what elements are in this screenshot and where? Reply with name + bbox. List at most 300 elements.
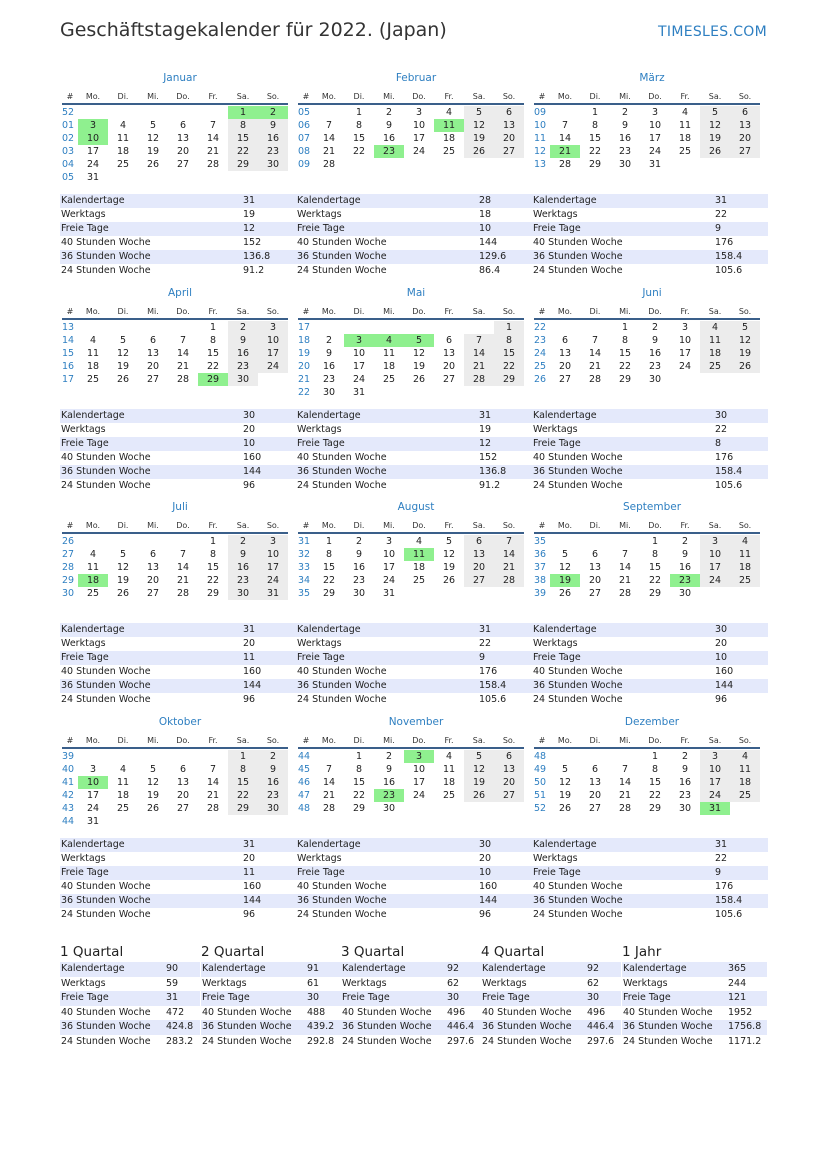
day-cell[interactable]: 13 [494, 119, 524, 132]
day-cell[interactable]: 6 [591, 764, 599, 775]
day-cell[interactable]: 30 [322, 387, 336, 398]
day-cell[interactable]: 18 [730, 776, 760, 789]
day-cell[interactable]: 27 [494, 789, 524, 802]
day-cell[interactable]: 15 [228, 776, 258, 789]
day-cell[interactable]: 8 [591, 120, 599, 131]
day-cell[interactable]: 11 [382, 348, 396, 359]
day-cell[interactable]: 20 [176, 146, 190, 157]
day-cell[interactable]: 2 [621, 107, 629, 118]
day-cell[interactable]: 13 [588, 777, 602, 788]
day-cell[interactable]: 31 [382, 588, 396, 599]
day-cell[interactable]: 9 [228, 334, 258, 347]
day-cell[interactable]: 5 [149, 120, 157, 131]
day-cell[interactable]: 6 [179, 120, 187, 131]
day-cell[interactable]: 5 [561, 549, 569, 560]
day-cell[interactable]: 14 [558, 133, 572, 144]
day-cell[interactable]: 18 [678, 133, 692, 144]
day-cell[interactable]: 9 [385, 120, 393, 131]
holiday-day-cell[interactable]: 19 [550, 574, 580, 587]
day-cell[interactable]: 29 [648, 803, 662, 814]
day-cell[interactable]: 20 [146, 361, 160, 372]
day-cell[interactable]: 2 [228, 535, 258, 548]
day-cell[interactable]: 14 [206, 777, 220, 788]
day-cell[interactable]: 6 [464, 535, 494, 548]
day-cell[interactable]: 18 [382, 361, 396, 372]
day-cell[interactable]: 15 [206, 348, 220, 359]
day-cell[interactable]: 15 [588, 133, 602, 144]
day-cell[interactable]: 9 [258, 763, 288, 776]
day-cell[interactable]: 24 [700, 574, 730, 587]
holiday-day-cell[interactable]: 21 [550, 145, 580, 158]
day-cell[interactable]: 10 [678, 335, 692, 346]
day-cell[interactable]: 25 [412, 575, 426, 586]
day-cell[interactable]: 1 [591, 107, 599, 118]
day-cell[interactable]: 2 [325, 335, 333, 346]
day-cell[interactable]: 1 [209, 536, 217, 547]
day-cell[interactable]: 12 [558, 777, 572, 788]
day-cell[interactable]: 29 [228, 802, 258, 815]
day-cell[interactable]: 25 [86, 374, 100, 385]
day-cell[interactable]: 20 [146, 575, 160, 586]
day-cell[interactable]: 20 [494, 776, 524, 789]
day-cell[interactable]: 26 [558, 803, 572, 814]
day-cell[interactable]: 18 [116, 790, 130, 801]
day-cell[interactable]: 8 [621, 335, 629, 346]
day-cell[interactable]: 11 [678, 120, 692, 131]
day-cell[interactable]: 3 [385, 536, 393, 547]
day-cell[interactable]: 19 [116, 575, 130, 586]
day-cell[interactable]: 28 [618, 803, 632, 814]
day-cell[interactable]: 25 [116, 159, 130, 170]
day-cell[interactable]: 8 [651, 764, 659, 775]
day-cell[interactable]: 26 [558, 588, 572, 599]
holiday-day-cell[interactable]: 23 [374, 145, 404, 158]
day-cell[interactable]: 26 [146, 803, 160, 814]
day-cell[interactable]: 15 [352, 777, 366, 788]
day-cell[interactable]: 24 [258, 574, 288, 587]
day-cell[interactable]: 15 [206, 562, 220, 573]
holiday-day-cell[interactable]: 29 [198, 373, 228, 386]
holiday-day-cell[interactable]: 1 [228, 106, 258, 119]
day-cell[interactable]: 12 [116, 562, 130, 573]
holiday-day-cell[interactable]: 10 [78, 132, 108, 145]
day-cell[interactable]: 5 [119, 549, 127, 560]
day-cell[interactable]: 21 [464, 360, 494, 373]
day-cell[interactable]: 31 [648, 159, 662, 170]
day-cell[interactable]: 9 [385, 764, 393, 775]
day-cell[interactable]: 4 [681, 107, 689, 118]
day-cell[interactable]: 2 [385, 107, 393, 118]
day-cell[interactable]: 21 [206, 790, 220, 801]
day-cell[interactable]: 22 [206, 575, 220, 586]
day-cell[interactable]: 16 [322, 361, 336, 372]
day-cell[interactable]: 27 [588, 588, 602, 599]
day-cell[interactable]: 17 [678, 348, 692, 359]
day-cell[interactable]: 31 [352, 387, 366, 398]
day-cell[interactable]: 23 [258, 145, 288, 158]
day-cell[interactable]: 16 [382, 133, 396, 144]
day-cell[interactable]: 25 [678, 146, 692, 157]
day-cell[interactable]: 4 [89, 549, 97, 560]
day-cell[interactable]: 24 [412, 790, 426, 801]
day-cell[interactable]: 5 [149, 764, 157, 775]
day-cell[interactable]: 22 [588, 146, 602, 157]
day-cell[interactable]: 20 [588, 575, 602, 586]
day-cell[interactable]: 19 [146, 790, 160, 801]
day-cell[interactable]: 30 [228, 587, 258, 600]
day-cell[interactable]: 17 [382, 562, 396, 573]
day-cell[interactable]: 23 [648, 361, 662, 372]
day-cell[interactable]: 19 [116, 361, 130, 372]
day-cell[interactable]: 20 [730, 132, 760, 145]
day-cell[interactable]: 19 [464, 776, 494, 789]
day-cell[interactable]: 25 [730, 789, 760, 802]
day-cell[interactable]: 9 [621, 120, 629, 131]
day-cell[interactable]: 12 [146, 133, 160, 144]
day-cell[interactable]: 23 [322, 374, 336, 385]
day-cell[interactable]: 14 [464, 347, 494, 360]
day-cell[interactable]: 12 [730, 334, 760, 347]
day-cell[interactable]: 5 [700, 106, 730, 119]
day-cell[interactable]: 18 [86, 361, 100, 372]
day-cell[interactable]: 9 [651, 335, 659, 346]
day-cell[interactable]: 16 [228, 347, 258, 360]
day-cell[interactable]: 27 [146, 588, 160, 599]
day-cell[interactable]: 18 [730, 561, 760, 574]
day-cell[interactable]: 26 [442, 575, 456, 586]
day-cell[interactable]: 10 [352, 348, 366, 359]
day-cell[interactable]: 17 [412, 133, 426, 144]
day-cell[interactable]: 2 [258, 750, 288, 763]
day-cell[interactable]: 6 [730, 106, 760, 119]
day-cell[interactable]: 24 [412, 146, 426, 157]
day-cell[interactable]: 8 [355, 764, 363, 775]
day-cell[interactable]: 27 [464, 574, 494, 587]
day-cell[interactable]: 31 [258, 587, 288, 600]
day-cell[interactable]: 22 [228, 789, 258, 802]
day-cell[interactable]: 13 [442, 348, 456, 359]
day-cell[interactable]: 12 [700, 119, 730, 132]
day-cell[interactable]: 24 [352, 374, 366, 385]
holiday-day-cell[interactable]: 3 [344, 334, 374, 347]
day-cell[interactable]: 4 [445, 751, 453, 762]
day-cell[interactable]: 8 [228, 763, 258, 776]
day-cell[interactable]: 10 [258, 334, 288, 347]
day-cell[interactable]: 1 [228, 750, 258, 763]
day-cell[interactable]: 2 [385, 751, 393, 762]
day-cell[interactable]: 28 [322, 803, 336, 814]
day-cell[interactable]: 21 [618, 575, 632, 586]
day-cell[interactable]: 27 [558, 374, 572, 385]
day-cell[interactable]: 13 [494, 763, 524, 776]
day-cell[interactable]: 22 [352, 146, 366, 157]
day-cell[interactable]: 17 [412, 777, 426, 788]
day-cell[interactable]: 23 [352, 575, 366, 586]
day-cell[interactable]: 20 [176, 790, 190, 801]
day-cell[interactable]: 2 [681, 751, 689, 762]
day-cell[interactable]: 3 [651, 107, 659, 118]
day-cell[interactable]: 9 [355, 549, 363, 560]
day-cell[interactable]: 29 [352, 803, 366, 814]
day-cell[interactable]: 26 [146, 159, 160, 170]
day-cell[interactable]: 5 [561, 764, 569, 775]
day-cell[interactable]: 7 [561, 120, 569, 131]
day-cell[interactable]: 16 [352, 562, 366, 573]
day-cell[interactable]: 26 [116, 588, 130, 599]
day-cell[interactable]: 6 [149, 549, 157, 560]
day-cell[interactable]: 13 [146, 348, 160, 359]
day-cell[interactable]: 2 [228, 321, 258, 334]
day-cell[interactable]: 31 [86, 172, 100, 183]
day-cell[interactable]: 15 [494, 347, 524, 360]
day-cell[interactable]: 1 [494, 321, 524, 334]
day-cell[interactable]: 11 [86, 348, 100, 359]
day-cell[interactable]: 11 [86, 562, 100, 573]
day-cell[interactable]: 6 [561, 335, 569, 346]
day-cell[interactable]: 6 [494, 106, 524, 119]
day-cell[interactable]: 14 [494, 548, 524, 561]
day-cell[interactable]: 28 [176, 374, 190, 385]
day-cell[interactable]: 15 [322, 562, 336, 573]
day-cell[interactable]: 8 [209, 335, 217, 346]
day-cell[interactable]: 4 [445, 107, 453, 118]
day-cell[interactable]: 16 [678, 562, 692, 573]
day-cell[interactable]: 7 [325, 120, 333, 131]
day-cell[interactable]: 23 [258, 789, 288, 802]
day-cell[interactable]: 15 [228, 132, 258, 145]
day-cell[interactable]: 10 [648, 120, 662, 131]
day-cell[interactable]: 5 [445, 536, 453, 547]
day-cell[interactable]: 8 [355, 120, 363, 131]
day-cell[interactable]: 21 [176, 575, 190, 586]
day-cell[interactable]: 30 [228, 373, 258, 386]
day-cell[interactable]: 3 [681, 322, 689, 333]
day-cell[interactable]: 29 [494, 373, 524, 386]
day-cell[interactable]: 12 [464, 119, 494, 132]
day-cell[interactable]: 19 [412, 361, 426, 372]
day-cell[interactable]: 19 [700, 132, 730, 145]
day-cell[interactable]: 1 [651, 751, 659, 762]
day-cell[interactable]: 24 [700, 789, 730, 802]
day-cell[interactable]: 11 [116, 133, 130, 144]
day-cell[interactable]: 27 [730, 145, 760, 158]
day-cell[interactable]: 13 [146, 562, 160, 573]
day-cell[interactable]: 16 [648, 348, 662, 359]
day-cell[interactable]: 1 [355, 107, 363, 118]
day-cell[interactable]: 12 [116, 348, 130, 359]
day-cell[interactable]: 6 [445, 335, 453, 346]
day-cell[interactable]: 24 [86, 159, 100, 170]
day-cell[interactable]: 8 [494, 334, 524, 347]
day-cell[interactable]: 18 [442, 777, 456, 788]
day-cell[interactable]: 3 [700, 535, 730, 548]
day-cell[interactable]: 20 [494, 132, 524, 145]
day-cell[interactable]: 28 [464, 373, 494, 386]
day-cell[interactable]: 25 [116, 803, 130, 814]
day-cell[interactable]: 16 [618, 133, 632, 144]
holiday-day-cell[interactable]: 23 [374, 789, 404, 802]
day-cell[interactable]: 19 [146, 146, 160, 157]
day-cell[interactable]: 17 [86, 146, 100, 157]
day-cell[interactable]: 1 [325, 536, 333, 547]
day-cell[interactable]: 9 [228, 548, 258, 561]
day-cell[interactable]: 30 [678, 588, 692, 599]
day-cell[interactable]: 6 [591, 549, 599, 560]
day-cell[interactable]: 29 [648, 588, 662, 599]
brand-logo[interactable]: TIMESLES.COM [658, 24, 767, 40]
day-cell[interactable]: 4 [730, 535, 760, 548]
day-cell[interactable]: 29 [322, 588, 336, 599]
holiday-day-cell[interactable]: 31 [700, 802, 730, 815]
day-cell[interactable]: 3 [415, 107, 423, 118]
day-cell[interactable]: 13 [176, 133, 190, 144]
day-cell[interactable]: 11 [700, 334, 730, 347]
day-cell[interactable]: 3 [258, 321, 288, 334]
holiday-day-cell[interactable]: 4 [374, 334, 404, 347]
day-cell[interactable]: 15 [352, 133, 366, 144]
day-cell[interactable]: 19 [442, 562, 456, 573]
day-cell[interactable]: 26 [730, 360, 760, 373]
day-cell[interactable]: 29 [228, 158, 258, 171]
day-cell[interactable]: 16 [258, 132, 288, 145]
day-cell[interactable]: 20 [558, 361, 572, 372]
holiday-day-cell[interactable]: 11 [404, 548, 434, 561]
day-cell[interactable]: 9 [325, 348, 333, 359]
day-cell[interactable]: 27 [176, 803, 190, 814]
holiday-day-cell[interactable]: 23 [670, 574, 700, 587]
day-cell[interactable]: 29 [206, 588, 220, 599]
day-cell[interactable]: 30 [382, 803, 396, 814]
day-cell[interactable]: 29 [618, 374, 632, 385]
day-cell[interactable]: 30 [258, 158, 288, 171]
day-cell[interactable]: 18 [116, 146, 130, 157]
day-cell[interactable]: 8 [651, 549, 659, 560]
day-cell[interactable]: 30 [258, 802, 288, 815]
day-cell[interactable]: 13 [464, 548, 494, 561]
day-cell[interactable]: 7 [179, 549, 187, 560]
day-cell[interactable]: 14 [618, 777, 632, 788]
day-cell[interactable]: 13 [588, 562, 602, 573]
holiday-day-cell[interactable]: 3 [78, 119, 108, 132]
day-cell[interactable]: 15 [648, 562, 662, 573]
day-cell[interactable]: 12 [464, 763, 494, 776]
day-cell[interactable]: 11 [730, 548, 760, 561]
day-cell[interactable]: 9 [258, 119, 288, 132]
day-cell[interactable]: 10 [382, 549, 396, 560]
day-cell[interactable]: 7 [494, 535, 524, 548]
day-cell[interactable]: 16 [382, 777, 396, 788]
day-cell[interactable]: 18 [442, 133, 456, 144]
day-cell[interactable]: 21 [206, 146, 220, 157]
day-cell[interactable]: 17 [258, 347, 288, 360]
day-cell[interactable]: 25 [382, 374, 396, 385]
day-cell[interactable]: 28 [206, 159, 220, 170]
day-cell[interactable]: 21 [588, 361, 602, 372]
day-cell[interactable]: 14 [618, 562, 632, 573]
day-cell[interactable]: 22 [322, 575, 336, 586]
day-cell[interactable]: 12 [558, 562, 572, 573]
day-cell[interactable]: 17 [700, 561, 730, 574]
day-cell[interactable]: 17 [86, 790, 100, 801]
day-cell[interactable]: 7 [591, 335, 599, 346]
day-cell[interactable]: 27 [442, 374, 456, 385]
day-cell[interactable]: 28 [322, 159, 336, 170]
day-cell[interactable]: 6 [179, 764, 187, 775]
day-cell[interactable]: 4 [700, 321, 730, 334]
day-cell[interactable]: 22 [618, 361, 632, 372]
day-cell[interactable]: 25 [442, 146, 456, 157]
day-cell[interactable]: 10 [258, 548, 288, 561]
day-cell[interactable]: 23 [678, 790, 692, 801]
day-cell[interactable]: 21 [618, 790, 632, 801]
day-cell[interactable]: 5 [464, 750, 494, 763]
day-cell[interactable]: 20 [588, 790, 602, 801]
day-cell[interactable]: 26 [464, 789, 494, 802]
day-cell[interactable]: 20 [442, 361, 456, 372]
day-cell[interactable]: 7 [621, 764, 629, 775]
day-cell[interactable]: 14 [588, 348, 602, 359]
day-cell[interactable]: 17 [648, 133, 662, 144]
day-cell[interactable]: 14 [176, 562, 190, 573]
day-cell[interactable]: 24 [678, 361, 692, 372]
day-cell[interactable]: 23 [228, 574, 258, 587]
day-cell[interactable]: 22 [648, 575, 662, 586]
day-cell[interactable]: 21 [322, 146, 336, 157]
day-cell[interactable]: 8 [325, 549, 333, 560]
day-cell[interactable]: 1 [651, 536, 659, 547]
holiday-day-cell[interactable]: 18 [78, 574, 108, 587]
day-cell[interactable]: 27 [146, 374, 160, 385]
day-cell[interactable]: 12 [442, 549, 456, 560]
day-cell[interactable]: 17 [700, 776, 730, 789]
day-cell[interactable]: 15 [618, 348, 632, 359]
day-cell[interactable]: 25 [730, 574, 760, 587]
day-cell[interactable]: 28 [206, 803, 220, 814]
day-cell[interactable]: 25 [86, 588, 100, 599]
day-cell[interactable]: 18 [412, 562, 426, 573]
day-cell[interactable]: 7 [325, 764, 333, 775]
day-cell[interactable]: 1 [209, 322, 217, 333]
day-cell[interactable]: 6 [494, 750, 524, 763]
day-cell[interactable]: 4 [730, 750, 760, 763]
day-cell[interactable]: 14 [322, 777, 336, 788]
day-cell[interactable]: 7 [464, 334, 494, 347]
day-cell[interactable]: 18 [700, 347, 730, 360]
day-cell[interactable]: 10 [700, 763, 730, 776]
day-cell[interactable]: 11 [730, 763, 760, 776]
day-cell[interactable]: 14 [176, 348, 190, 359]
day-cell[interactable]: 22 [206, 361, 220, 372]
day-cell[interactable]: 26 [412, 374, 426, 385]
day-cell[interactable]: 22 [648, 790, 662, 801]
day-cell[interactable]: 4 [89, 335, 97, 346]
holiday-day-cell[interactable]: 10 [78, 776, 108, 789]
day-cell[interactable]: 31 [86, 816, 100, 827]
day-cell[interactable]: 4 [415, 536, 423, 547]
day-cell[interactable]: 15 [648, 777, 662, 788]
day-cell[interactable]: 3 [258, 535, 288, 548]
holiday-day-cell[interactable]: 2 [258, 106, 288, 119]
day-cell[interactable]: 21 [176, 361, 190, 372]
day-cell[interactable]: 14 [206, 133, 220, 144]
day-cell[interactable]: 16 [258, 776, 288, 789]
day-cell[interactable]: 19 [558, 790, 572, 801]
day-cell[interactable]: 11 [442, 764, 456, 775]
day-cell[interactable]: 7 [209, 764, 217, 775]
day-cell[interactable]: 26 [700, 145, 730, 158]
day-cell[interactable]: 25 [700, 360, 730, 373]
day-cell[interactable]: 28 [176, 588, 190, 599]
